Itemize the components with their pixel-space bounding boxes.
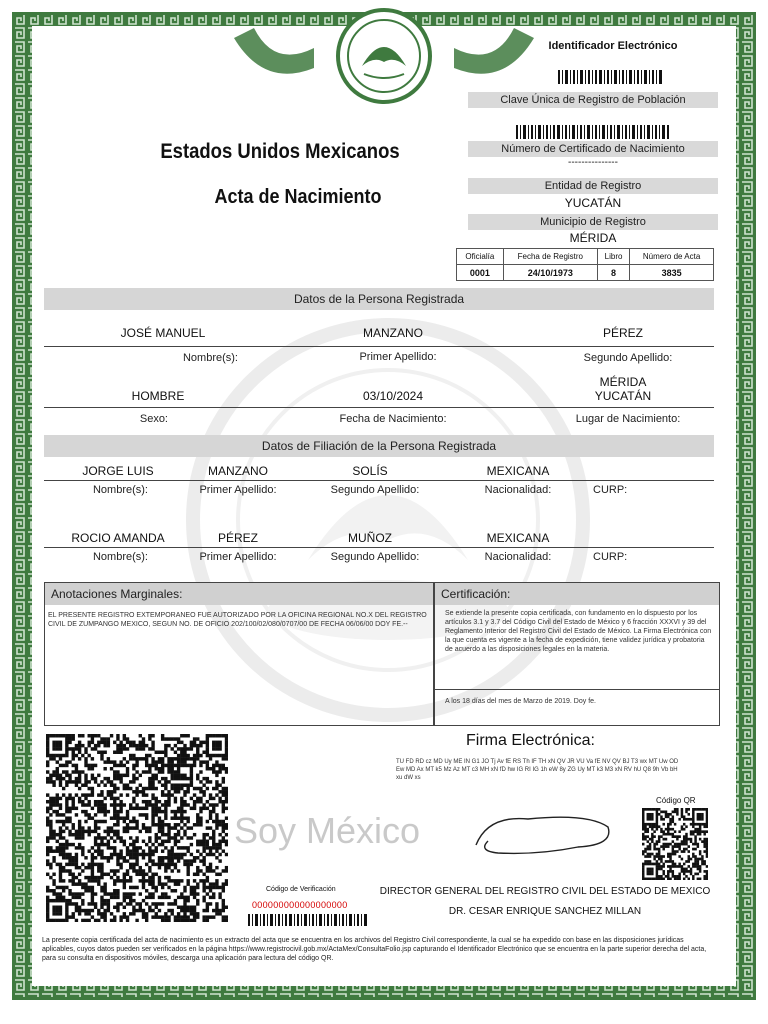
registered-section-title: Datos de la Persona Registrada (44, 288, 714, 310)
parent2-nationality-label: Nacionalidad: (484, 551, 552, 563)
parent2-names-label: Nombre(s): (92, 551, 148, 563)
acta-table (456, 248, 714, 281)
parent1-names: JORGE LUIS (82, 464, 154, 478)
certification-title: Certificación: (435, 583, 719, 605)
parent1-second-surname: SOLÍS (352, 464, 388, 478)
birth-place-city: MÉRIDA (599, 375, 647, 389)
certificate-barcode (516, 125, 672, 139)
certificate-value: --------------- (568, 157, 618, 168)
signature-qr-code (642, 808, 708, 880)
parent1-first-surname: MANZANO (208, 464, 268, 478)
director-title: DIRECTOR GENERAL DEL REGISTRO CIVIL DEL ESTADO DE MEXICO (379, 886, 711, 897)
divider (44, 407, 714, 408)
birth-place-label: Lugar de Nacimiento: (575, 413, 681, 425)
registered-names: JOSÉ MANUEL (120, 326, 206, 340)
verification-barcode (248, 914, 368, 926)
acta-header-numero: Número de Acta (630, 249, 714, 265)
acta-value-numero: 3835 (630, 265, 714, 281)
registered-birth-place (548, 375, 698, 403)
registry-municipality-label: Municipio de Registro (468, 214, 718, 230)
divider (44, 480, 714, 481)
parent1-second-surname-label: Segundo Apellido: (330, 484, 420, 496)
parent2-curp-label: CURP: (593, 551, 628, 563)
acta-header-libro: Libro (597, 249, 629, 265)
registered-sex: HOMBRE (131, 389, 185, 403)
sex-label: Sexo: (139, 413, 168, 425)
first-surname-label: Primer Apellido: (359, 351, 437, 363)
parent1-curp-label: CURP: (593, 484, 628, 496)
second-surname-label: Segundo Apellido: (583, 352, 673, 364)
names-label: Nombre(s): (182, 352, 238, 364)
annotations-title: Anotaciones Marginales: (45, 583, 433, 605)
divider (44, 346, 714, 347)
footer-note: La presente copia certificada del acta de nacimiento es un extracto del acta que se encuentra en los archivos del Registro Civil correspondiente, la cual se ha expedido con base en las disposiciones jurídicas aplicables, cuyos datos pueden ser verificados en la página https://www.registrocivil.gob.mx/ActaMex/ConsultaFolio.jsp capturando el Identificador Electrónico que se encuentra en la parte superior derecha del acta, para su consulta en dispositivos móviles, descarga una aplicación para lectura del código QR. (42, 937, 707, 962)
annotations-text: EL PRESENTE REGISTRO EXTEMPORANEO FUE AUTORIZADO POR LA OFICINA REGIONAL NO.X DEL REGISTRO CIVIL DE ZUMPANGO MEXICO, SEGUN NO. DE OFICIO 202/100/02/080/0707/00 DE FECHA 06/06/00 DOY FE.-- (48, 612, 427, 628)
qr-label: Código QR (656, 796, 696, 805)
country-title: Estados Unidos Mexicanos (160, 140, 400, 163)
parent1-nationality: MEXICANA (486, 464, 550, 478)
registered-birth-date: 03/10/2024 (362, 389, 424, 403)
verification-code: 000000000000000000 (252, 900, 348, 910)
parent2-first-surname: PÉREZ (217, 531, 258, 545)
handwritten-signature-icon (468, 805, 618, 860)
registry-entity-label: Entidad de Registro (468, 178, 718, 194)
acta-value-fecha: 24/10/1973 (503, 265, 597, 281)
document-body (38, 30, 720, 978)
director-name: DR. CESAR ENRIQUE SANCHEZ MILLAN (448, 906, 642, 917)
registry-entity-value: YUCATÁN (564, 196, 622, 210)
registered-second-surname: PÉREZ (602, 326, 643, 340)
registry-municipality-value: MÉRIDA (569, 231, 617, 245)
acta-value-libro: 8 (597, 265, 629, 281)
verification-qr-code (46, 734, 228, 922)
curp-label: Clave Única de Registro de Población (468, 92, 718, 108)
acta-header-fecha: Fecha de Registro (503, 249, 597, 265)
parent1-nationality-label: Nacionalidad: (484, 484, 552, 496)
parent2-first-surname-label: Primer Apellido: (199, 551, 277, 563)
electronic-id-barcode (558, 70, 668, 84)
certification-date-line: A los 18 días del mes de Marzo de 2019. Doy fe. (445, 698, 596, 705)
annotations-box (44, 582, 434, 726)
acta-table-header-row (457, 249, 714, 265)
parent2-second-surname: MUÑOZ (348, 531, 392, 545)
certificate-label: Número de Certificado de Nacimiento (468, 141, 718, 157)
parent2-second-surname-label: Segundo Apellido: (330, 551, 420, 563)
signature-title: Firma Electrónica: (466, 732, 595, 749)
soy-mexico-watermark: Soy México (234, 810, 421, 851)
registered-first-surname: MANZANO (363, 326, 423, 340)
birth-place-state: YUCATÁN (594, 389, 652, 403)
birth-date-label: Fecha de Nacimiento: (339, 413, 447, 425)
parent1-names-label: Nombre(s): (92, 484, 148, 496)
acta-header-oficialia: Oficialía (457, 249, 504, 265)
certification-text: Se extiende la presente copia certificada, con fundamento en lo dispuesto por los artículos 3.1 y 3.7 del Código Civil del Estado de México y 6 fracción XXXVI y 39 del Reglamento Interior del Registro Civil del Estado de México. La Firma Electrónica con la que cuenta es vigente a la fecha de expedición, tiene validez jurídica y probatoria de acuerdo a las disposiciones legales en la materia. (445, 610, 712, 653)
divider (435, 689, 719, 690)
document-title: Acta de Nacimiento (214, 186, 382, 208)
acta-value-oficialia: 0001 (457, 265, 504, 281)
parent2-names: ROCIO AMANDA (71, 531, 165, 545)
verification-label: Código de Verificación (266, 886, 336, 893)
divider (44, 547, 714, 548)
certification-box (434, 582, 720, 726)
parent1-first-surname-label: Primer Apellido: (199, 484, 277, 496)
parent2-nationality: MEXICANA (486, 531, 550, 545)
filiation-section-title: Datos de Filiación de la Persona Registrada (44, 435, 714, 457)
signature-hash: TU FD RD cz MD Uy ME IN G1 JO Tj Av fE RS Th IF TH xN QV JR VU Va fE NV QV BJ T3 wx MT Uw OD Ew MD Ax MT k5 Mz Az MT c3 MH xN fD hw IG RI IG 1h eW 8y ZG Uy MT k3 M3 xN RV hU Q8 9h Vb bH xu dW xs (396, 759, 679, 781)
acta-table-value-row (457, 265, 714, 281)
electronic-id-label: Identificador Electrónico (548, 40, 678, 52)
